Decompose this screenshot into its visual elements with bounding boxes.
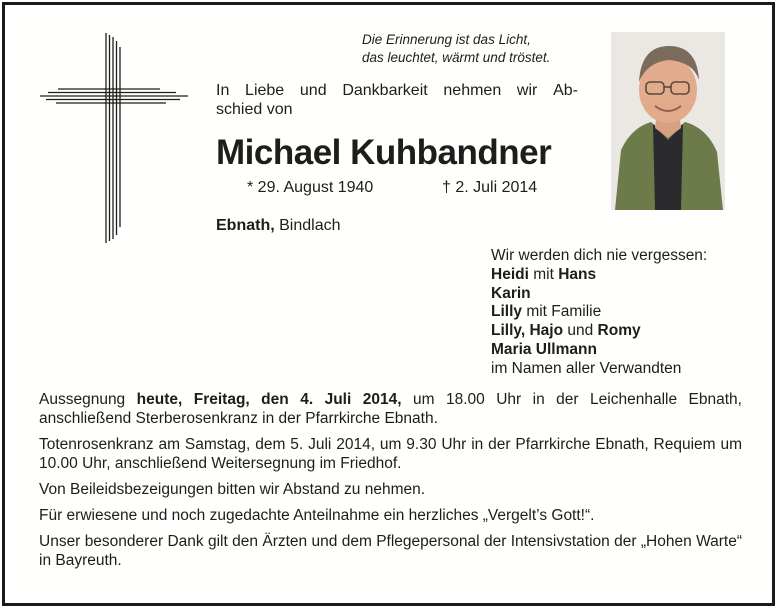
blessing-date: heute, Freitag, den 4. Juli 2014,: [136, 391, 402, 408]
memorial-quote: [362, 31, 592, 67]
mourners-list: [491, 247, 707, 379]
mourner-name: Romy: [597, 322, 641, 340]
mourner-row: im Namen aller Verwandten: [491, 359, 682, 377]
mourner-name: Lilly: [491, 303, 523, 321]
quote-line-1: Die Erinnerung ist das Licht,: [362, 32, 531, 47]
deceased-name: Michael Kuhbandner: [216, 133, 552, 172]
mourner-connector: mit: [528, 265, 559, 283]
intro-word: nehmen: [443, 82, 502, 99]
rosary-paragraph: Totenrosenkranz am Samstag, dem 5. Juli 2014, um 9.30 Uhr in der Pfarrkirche Ebnath, Requiem um 10.00 Uhr, anschließend Weitersegnung im Friedhof.: [39, 436, 742, 472]
intro-text: [216, 81, 578, 119]
condolence-paragraph: Von Beileidsbezeigungen bitten wir Abstand zu nehmen.: [39, 481, 426, 498]
mourner-row: [491, 285, 707, 304]
death-date: † 2. Juli 2014: [442, 179, 538, 196]
hometown-primary: Ebnath,: [216, 217, 275, 234]
birth-date: * 29. August 1940: [247, 179, 374, 196]
intro-line-1: [216, 81, 578, 100]
intro-word: und: [299, 82, 327, 99]
mourner-connector: mit Familie: [522, 303, 602, 321]
mourners-heading: Wir werden dich nie vergessen:: [491, 247, 708, 264]
hometown: [216, 217, 341, 235]
thanks-paragraph: Unser besonderer Dank gilt den Ärzten und dem Pflegepersonal der Intensivstation der „Hohen Warte“ in Bayreuth.: [39, 533, 742, 569]
service-details: [39, 390, 742, 577]
blessing-intro: Aussegnung: [39, 391, 137, 408]
funeral-blessing-paragraph: [39, 390, 742, 428]
cross-icon: [38, 31, 190, 245]
intro-word: Liebe: [245, 82, 285, 99]
portrait-photo: [611, 32, 725, 210]
quote-line-2: das leuchtet, wärmt und tröstet.: [362, 50, 551, 65]
intro-word: Ab-: [553, 82, 578, 99]
mourner-row: [491, 303, 707, 322]
portrait-illustration: [611, 32, 725, 210]
mourner-name: Lilly, Hajo: [491, 322, 564, 340]
mourner-name: Hans: [558, 265, 597, 283]
mourner-row: [491, 322, 707, 341]
blessing-details: um 18.00 Uhr in der Leichenhalle Ebnath, anschließend Sterberosenkranz in der Pfarrkirche Ebnath.: [39, 391, 742, 427]
intro-word: Dankbarkeit: [342, 82, 428, 99]
mourner-row: [491, 341, 707, 360]
gratitude-paragraph: Für erwiesene und noch zugedachte Anteilnahme ein herzliches „Vergelt’s Gott!“.: [39, 507, 595, 524]
obituary-notice: [2, 2, 775, 606]
intro-line-2: schied von: [216, 101, 293, 118]
intro-word: In: [216, 82, 230, 99]
mourner-connector: und: [563, 322, 598, 340]
mourner-row: [491, 266, 707, 285]
mourner-name: Maria Ullmann: [491, 340, 597, 358]
intro-word: wir: [516, 82, 538, 99]
mourner-name: Karin: [491, 284, 531, 302]
mourner-name: Heidi: [491, 265, 529, 283]
hometown-secondary: Bindlach: [274, 217, 341, 234]
